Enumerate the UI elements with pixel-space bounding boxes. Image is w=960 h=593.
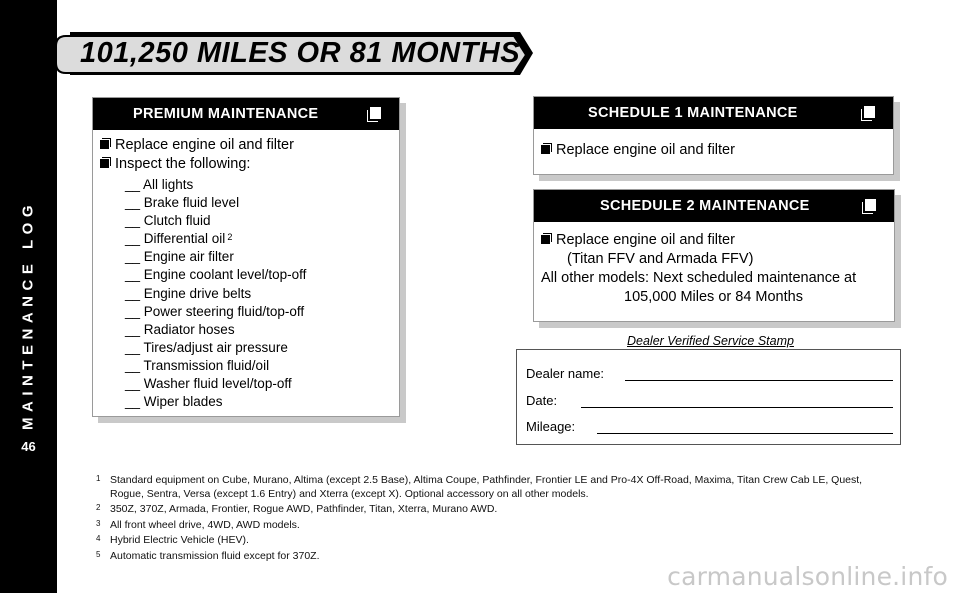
checkbox-icon[interactable] [541, 145, 550, 154]
stamp-title: Dealer Verified Service Stamp [627, 334, 794, 348]
task-item[interactable]: Inspect the following: [100, 155, 399, 174]
footnote: 3 All front wheel drive, 4WD, AWD models. [96, 518, 300, 531]
footnote: 1 Standard equipment on Cube, Murano, Altima (except 2.5 Base), Altima Coupe, Pathfinder, Frontier LE and Pro-4X Off-Road, Maxima, Titan Crew Cab LE, Quest, Rogue, Sentra, Versa (except 1.6 Entry) and Xterra (except X). Optional accessory on all other models. [96, 474, 863, 500]
inspect-item: __ Differential oil $^2$ [125, 231, 233, 247]
mileage-field[interactable] [597, 433, 893, 434]
inspect-list [100, 176, 399, 411]
next-maintenance-note: 105,000 Miles or 84 Months [624, 289, 803, 305]
sidebar [0, 0, 57, 593]
inspect-item: __ Engine drive belts [125, 285, 252, 301]
date-label: Date: [526, 393, 558, 408]
inspect-item: __ All lights [125, 177, 194, 192]
checkbox-icon [864, 106, 875, 118]
schedule-2-header [534, 190, 894, 222]
page-title: 101,250 MILES OR 81 MONTHS [80, 37, 521, 69]
checkbox-icon [865, 199, 876, 211]
task-item[interactable]: Replace engine oil and filter [541, 231, 894, 250]
footnote: 4 Hybrid Electric Vehicle (HEV). [96, 534, 249, 546]
footnote: 2 350Z, 370Z, Armada, Frontier, Rogue AWD, Pathfinder, Titan, Xterra, Murano AWD. [96, 503, 498, 515]
task-note: (Titan FFV and Armada FFV) [567, 251, 754, 267]
inspect-item: __ Radiator hoses [125, 321, 235, 337]
premium-maintenance-title: PREMIUM MAINTENANCE [133, 106, 319, 122]
footnote-ref: 2 [227, 232, 233, 243]
schedule-1-panel [533, 96, 894, 175]
checkbox-icon[interactable] [541, 235, 550, 244]
footnotes [96, 474, 896, 563]
schedule-1-title: SCHEDULE 1 MAINTENANCE [588, 105, 798, 121]
premium-maintenance-body [93, 130, 399, 411]
other-models-note: All other models: Next scheduled maintenance at [541, 270, 857, 286]
schedule-1-header [534, 97, 893, 129]
inspect-item: __ Washer fluid level/top-off [125, 376, 292, 392]
inspect-item: __ Power steering fluid/top-off [125, 303, 305, 319]
inspect-item: __ Transmission fluid/oil [125, 357, 270, 373]
inspect-item: __ Wiper blades [125, 394, 223, 410]
inspect-item: __ Clutch fluid [125, 213, 211, 229]
sidebar-label: MAINTENANCE LOG [19, 200, 37, 430]
checkbox-icon[interactable] [100, 159, 109, 168]
inspect-item: __ Brake fluid level [125, 195, 240, 211]
schedule-1-body [534, 129, 893, 160]
task-item[interactable]: Replace engine oil and filter [100, 136, 399, 155]
mileage-label: Mileage: [526, 419, 576, 434]
premium-maintenance-panel [92, 97, 400, 417]
dealer-stamp-box [516, 349, 901, 445]
checkbox-icon [370, 107, 381, 119]
schedule-2-title: SCHEDULE 2 MAINTENANCE [600, 198, 810, 214]
watermark: carmanualsonline.info [667, 562, 948, 591]
schedule-2-panel [533, 189, 895, 322]
schedule-2-body [534, 222, 894, 307]
page-number: 46 [21, 439, 36, 454]
premium-maintenance-header [93, 98, 399, 130]
dealer-name-label: Dealer name: [526, 366, 605, 381]
task-item[interactable]: Replace engine oil and filter [541, 141, 893, 160]
dealer-name-field[interactable] [625, 380, 893, 381]
date-field[interactable] [581, 407, 893, 408]
checkbox-icon[interactable] [100, 140, 109, 149]
header-banner [52, 30, 535, 77]
inspect-item: __ Engine air filter [125, 249, 234, 265]
inspect-item: __ Engine coolant level/top-off [125, 267, 307, 283]
inspect-item: __ Tires/adjust air pressure [125, 339, 288, 355]
footnote: 5 Automatic transmission fluid except for 370Z. [96, 549, 320, 562]
